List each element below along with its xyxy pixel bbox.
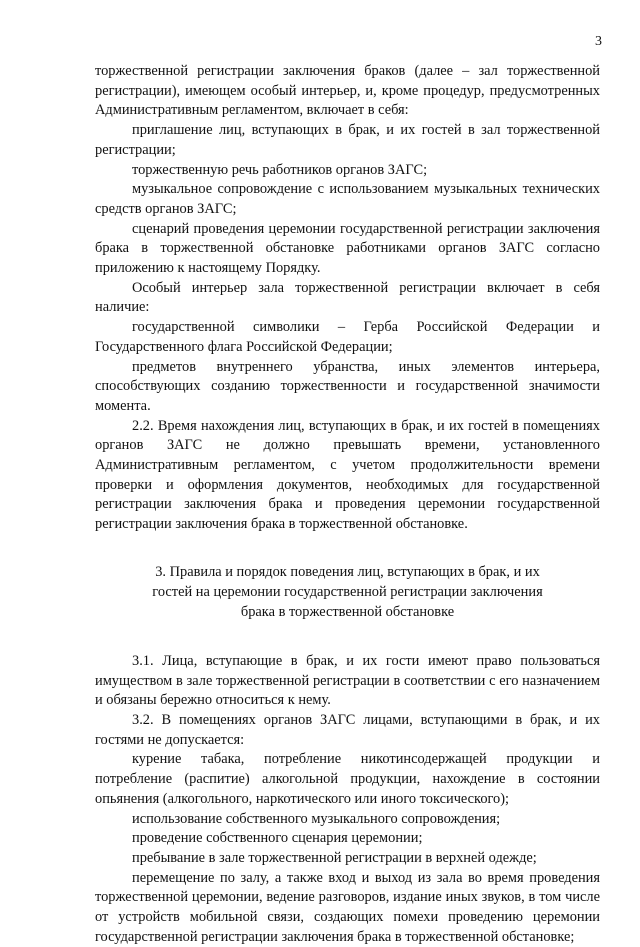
section-heading-line: брака в торжественной обстановке <box>240 603 455 620</box>
list-item: государственной символики – Герба Российской Федерации и Государственного флага Российской Федерации; <box>95 319 600 355</box>
paragraph-3-2: 3.2. В помещениях органов ЗАГС лицами, вступающими в брак, и их гостями не допускается: <box>95 711 600 748</box>
list-item: использование собственного музыкального сопровождения; <box>132 810 501 827</box>
list-item: курение табака, потребление никотинсодержащей продукции и потребление (распитие) алкогольной продукции, нахождение в состоянии опьянения (алкогольного, наркотического или иного токсического); <box>95 751 600 807</box>
list-item: предметов внутреннего убранства, иных элементов интерьера, способствующих созданию торжественности и государственной значимости момента. <box>95 358 600 414</box>
paragraph-2-2: 2.2. Время нахождения лиц, вступающих в брак, и их гостей в помещениях органов ЗАГС не должно превышать времени, установленного Административным регламентом, с учетом продолжительности времени проверки и оформления документов, необходимых для государственной регистрации заключения брака и проведения церемонии государственной регистрации заключения брака в торжественной обстановке. <box>95 417 600 533</box>
list-item: приглашение лиц, вступающих в брак, и их гостей в зал торжественной регистрации; <box>95 122 600 158</box>
list-item: перемещение по залу, а также вход и выход из зала во время проведения торжественной церемонии, ведение разговоров, издание иных звуков, в том числе от устройств мобильной связи, создающих помехи проведению церемонии государственной регистрации заключения брака в торжественной обстановке; <box>95 869 600 945</box>
paragraph-continuation: торжественной регистрации заключения браков (далее – зал торжественной регистрации), имеющем особый интерьер, и, кроме процедур, предусмотренных Административным регламентом, включает в себя: <box>95 63 600 119</box>
document-body <box>95 62 600 947</box>
section-heading-line: 3. Правила и порядок поведения лиц, вступающих в брак, и их <box>155 563 540 580</box>
list-item: проведение собственного сценария церемонии; <box>132 830 423 847</box>
paragraph-3-1: 3.1. Лица, вступающие в брак, и их гости имеют право пользоваться имуществом в зале торжественной регистрации в соответствии с его назначением и обязаны бережно относиться к нему. <box>95 652 600 709</box>
list-item: музыкальное сопровождение с использованием музыкальных технических средств органов ЗАГС; <box>95 181 600 217</box>
list-item: пребывание в зале торжественной регистрации в верхней одежде; <box>132 849 537 866</box>
paragraph: Особый интерьер зала торжественной регистрации включает в себя наличие: <box>95 279 600 316</box>
section-heading-line: гостей на церемонии государственной регистрации заключения <box>152 583 543 600</box>
list-item: сценарий проведения церемонии государственной регистрации заключения брака в торжественной обстановке работниками органов ЗАГС согласно приложению к настоящему Порядку. <box>95 220 600 277</box>
page-number: 3 <box>595 34 602 49</box>
section-heading <box>95 562 600 622</box>
list-item: торжественную речь работников органов ЗАГС; <box>132 161 428 178</box>
